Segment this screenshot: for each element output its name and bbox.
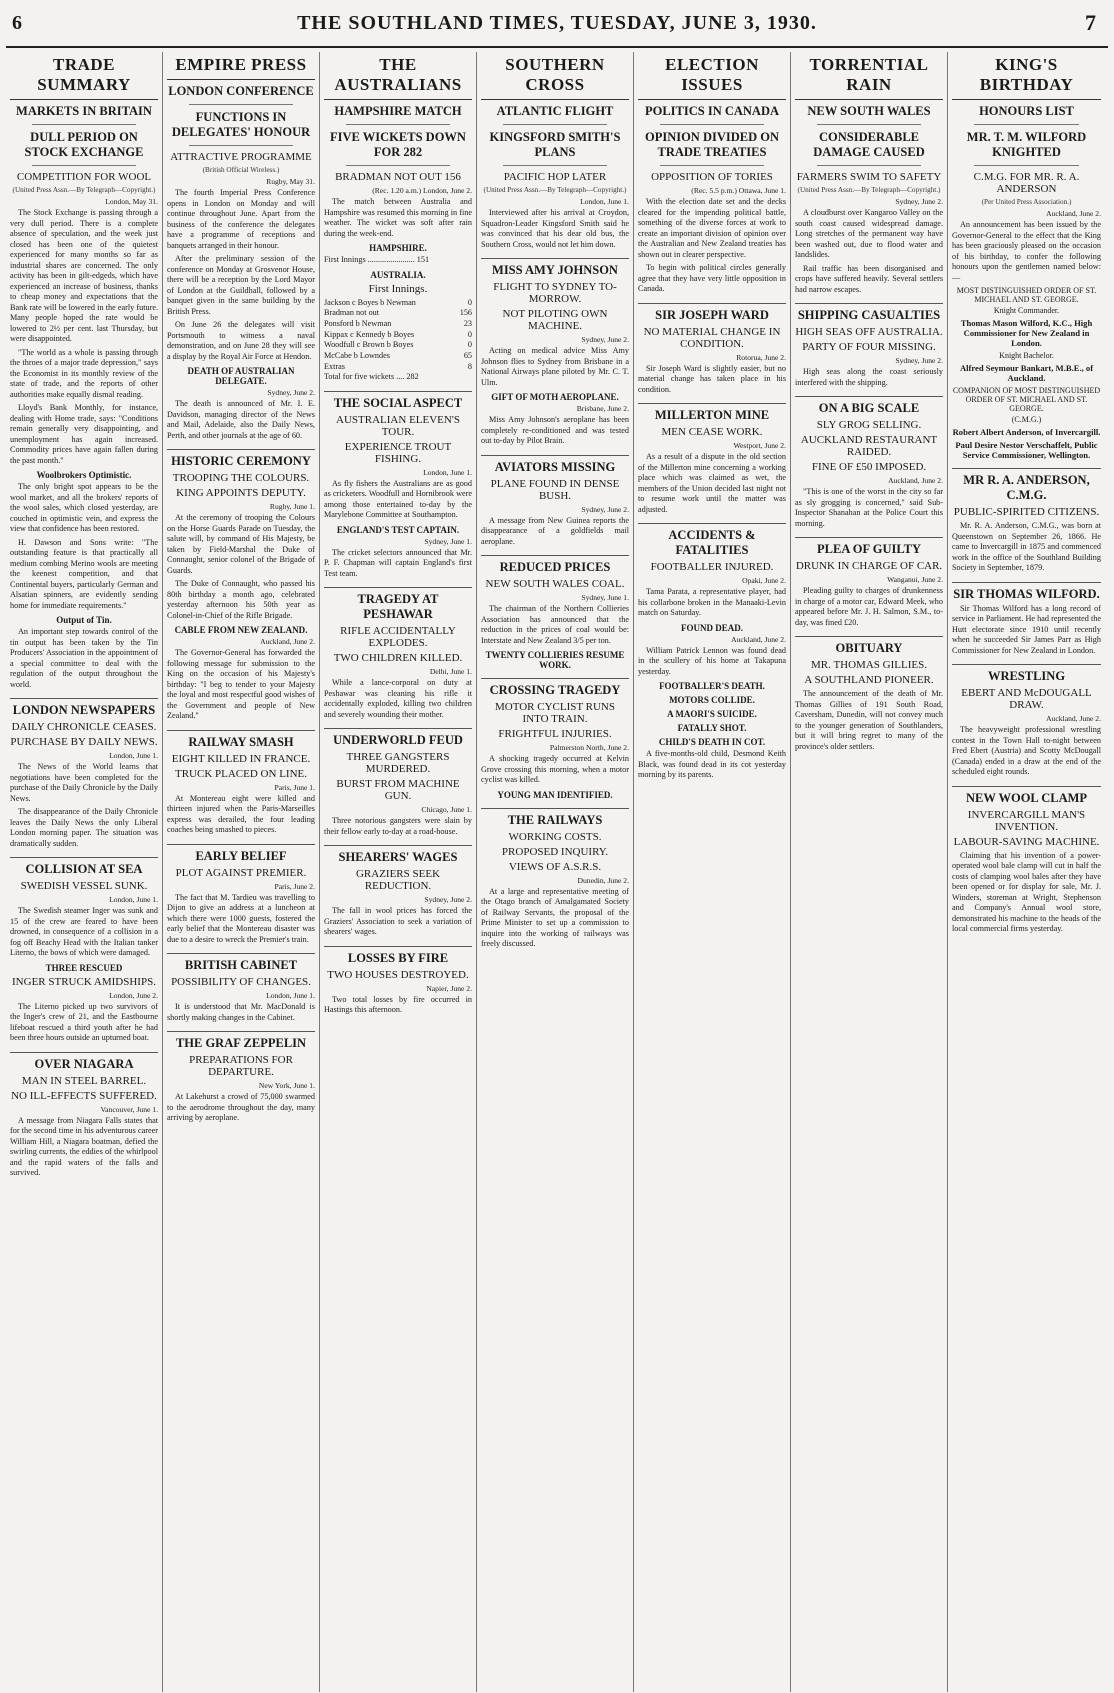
column-election-issues xyxy=(634,52,791,1692)
dateline: Auckland, June 2. xyxy=(1046,714,1101,723)
dateline: London, June 1. xyxy=(580,197,629,206)
subheadline: PROPOSED INQUIRY. xyxy=(501,845,609,858)
divider xyxy=(503,124,607,125)
subheadline: VIEWS OF A.S.R.S. xyxy=(508,860,602,873)
story-heading: SHEARERS' WAGES xyxy=(324,845,472,865)
subheadline: NO MATERIAL CHANGE IN CONDITION. xyxy=(643,325,781,350)
runs: 23 xyxy=(463,318,472,328)
story-heading: ON A BIG SCALE xyxy=(795,396,943,416)
subheadline: FLIGHT TO SYDNEY TO-MORROW. xyxy=(493,281,617,305)
dateline: Dunedin, June 2. xyxy=(577,875,629,885)
paragraph: A shocking tragedy occurred at Kelvin Grove crossing this morning, when a motor cyclist was killed. xyxy=(481,754,629,784)
subheadline: TWO CHILDREN KILLED. xyxy=(333,652,463,665)
honours-grade: Knight Bachelor. xyxy=(999,351,1054,360)
column-empire-press xyxy=(163,52,320,1692)
subheadline: OPPOSITION OF TORIES xyxy=(651,171,773,183)
paragraph: "This is one of the worst in the city so far as sly grogging is concerned," said Sub-Inspector Shanahan at the Police Court this morning. xyxy=(795,487,943,528)
paragraph: To begin with political circles generally agree that they have very little opposition in Canada. xyxy=(638,263,786,293)
scorecard-row xyxy=(324,308,472,319)
crosshead: GIFT OF MOTH AEROPLANE. xyxy=(491,392,619,402)
divider xyxy=(660,165,764,166)
runs: 0 xyxy=(467,340,472,350)
batsman: Bradman not out xyxy=(324,308,380,318)
subheadline: FINE OF £50 IMPOSED. xyxy=(811,461,927,473)
honours-grade: (C.M.G.) xyxy=(1011,415,1042,424)
story-heading: LONDON NEWSPAPERS xyxy=(10,698,158,718)
subheadline: DAILY CHRONICLE CEASES. xyxy=(11,721,157,733)
paragraph: The chairman of the Northern Collieries Association has announced that the reduction in the prices of coal would be: Interstate and New Zealand 3/5 per ton. xyxy=(481,604,629,645)
subheadline: PACIFIC HOP LATER xyxy=(503,171,607,183)
paragraph: While a lance-corporal on duty at Peshawar was cleaning his rifle it accidentally exploded, killing two children and severely wounding their mother. xyxy=(324,678,472,719)
masthead xyxy=(6,6,1108,48)
subheadline: RIFLE ACCIDENTALLY EXPLODES. xyxy=(340,625,456,650)
runs: 65 xyxy=(463,350,472,360)
headline: OPINION DIVIDED ON TRADE TREATIES xyxy=(644,130,780,159)
column-southern-cross xyxy=(477,52,634,1692)
dateline: London, June 1. xyxy=(423,467,472,477)
subheadline: EIGHT KILLED IN FRANCE. xyxy=(171,752,311,765)
dateline: Sydney, June 2. xyxy=(267,388,315,397)
dateline: Auckland, June 2. xyxy=(888,476,943,485)
batsman: McCabe b Lowndes xyxy=(324,350,390,360)
divider xyxy=(32,165,136,166)
honours-order: MOST DISTINGUISHED ORDER OF ST. MICHAEL AND ST. GEORGE. xyxy=(956,286,1097,304)
story-heading: COLLISION AT SEA xyxy=(10,857,158,877)
dateline: Auckland, June 2. xyxy=(260,637,315,646)
story-heading: THE GRAF ZEPPELIN xyxy=(167,1031,315,1051)
dateline: Auckland, June 2. xyxy=(731,634,786,644)
headline: CONSIDERABLE DAMAGE CAUSED xyxy=(813,130,925,159)
paragraph: Sir Thomas Wilford has a long record of service in Parliament. He had represented the Hutt electorate since 1910 until recently when he succeeded Sir James Parr as High Commissioner for New Zealand in London. xyxy=(952,603,1101,655)
crosshead: TWENTY COLLIERIES RESUME WORK. xyxy=(485,650,625,670)
column-torrential-rain xyxy=(791,52,948,1692)
subheadline: C.M.G. FOR MR. R. A. ANDERSON xyxy=(973,171,1080,195)
subheadline: TWO HOUSES DESTROYED. xyxy=(327,968,469,981)
paragraph: It is understood that Mr. MacDonald is shortly making changes in the Cabinet. xyxy=(167,1002,315,1022)
honours-recipient: Robert Albert Anderson, of Invercargill. xyxy=(952,427,1101,437)
story-heading: THE RAILWAYS xyxy=(481,808,629,828)
paragraph: After the preliminary session of the conference on Monday at Grosvenor House, there will be a reception by the Lord Mayor of London at the Guildhall, followed by a banquet given in the same building by the British Press. xyxy=(167,254,315,316)
divider xyxy=(503,165,607,166)
headline: MARKETS IN BRITAIN xyxy=(16,104,152,118)
subheadline: BURST FROM MACHINE GUN. xyxy=(336,778,460,803)
dateline: Napier, June 2. xyxy=(426,983,472,993)
crosshead: ENGLAND'S TEST CAPTAIN. xyxy=(336,524,460,535)
crosshead: THREE RESCUED xyxy=(45,962,123,973)
story-heading: HISTORIC CEREMONY xyxy=(167,449,315,469)
story-heading: SHIPPING CASUALTIES xyxy=(795,303,943,323)
paragraph: Claiming that his invention of a power-operated wool bale clamp will cut in half the costs of clamping wool bales after they have been opened or for display for sale, Mr. J. Winders, storeman at Wright, Stephenson and Company's Annual wool store, demonstrated his machine to the heads of the local commercial firms yesterday. xyxy=(952,850,1101,933)
headline: DULL PERIOD ON STOCK EXCHANGE xyxy=(24,130,144,159)
scorecard-row xyxy=(324,340,472,351)
dateline: Auckland, June 2. xyxy=(1046,209,1101,218)
byline: (British Official Wireless.) xyxy=(202,166,280,174)
subheadline: WORKING COSTS. xyxy=(508,830,602,843)
subheadline: EXPERIENCE TROUT FISHING. xyxy=(344,440,452,465)
paragraph: As a result of a dispute in the old section of the Millerton mine concerning a working place which was claimed as wet, the members of the Union decided last night not to resume work until the matter was adjusted. xyxy=(638,452,786,514)
paragraph: The Stock Exchange is passing through a very dull period. There is a complete absence of speculation, and the week just closed has been one of the quietest experienced for many months so far as industrial shares are concerned. The only activity has been in gilt-edgeds, which have experienced an increase of business, thanks to cheap money and expectations that the Bank rate will be lowered in the early future. Many people hoped the rate would be lowered to 2½ per cent. last Thursday, but were disappointed. xyxy=(10,208,158,343)
paragraph: The Duke of Connaught, who passed his 80th birthday a month ago, celebrated yesterday afternoon his 50th year as Colonel-in-Chief of the Rifle Brigade. xyxy=(167,579,315,620)
story-heading: MISS AMY JOHNSON xyxy=(481,258,629,278)
subheadline: PURCHASE BY DAILY NEWS. xyxy=(10,736,158,748)
column-trade-summary xyxy=(6,52,163,1692)
story-heading: THE SOCIAL ASPECT xyxy=(324,391,472,411)
headline: HONOURS LIST xyxy=(979,104,1074,118)
subheadline: MAN IN STEEL BARREL. xyxy=(21,1074,147,1087)
paragraph: The Literno picked up two survivors of the Inger's crew of 21, and the Eastbourne lifeboat rescued a third youth after he had been three hours outside an upturned boat. xyxy=(10,1001,158,1042)
paragraph: Pleading guilty to charges of drunkenness in charge of a motor car, Edward Meek, who appeared before Mr. J. H. Salmon, S.M., to-day, was fined £20. xyxy=(795,586,943,627)
dateline: (Rec. 1.20 a.m.) London, June 2. xyxy=(372,186,472,195)
subheadline: NOT PILOTING OWN MACHINE. xyxy=(502,308,608,332)
dateline: Opaki, June 2. xyxy=(742,576,786,585)
subheadline: DRUNK IN CHARGE OF CAR. xyxy=(795,560,943,572)
paragraph: The Governor-General has forwarded the following message for submission to the King on the occasion of his Majesty's birthday: "I beg to tender to your Majesty the loyal and most respectful good wishes of the Government and people of New Zealand." xyxy=(167,648,315,720)
paragraph: The fact that M. Tardieu was travelling to Dijon to give an address at a luncheon at which there were 1000 guests, fostered the early belief that the Montereau disaster was due to a desire to wreck the Premier's train. xyxy=(167,892,315,944)
subheadline: SWEDISH VESSEL SUNK. xyxy=(20,880,148,892)
subheadline: MR. THOMAS GILLIES. xyxy=(811,659,927,671)
story-heading: RAILWAY SMASH xyxy=(167,730,315,750)
story-heading: SIR THOMAS WILFORD. xyxy=(952,582,1101,602)
paragraph: A message from New Guinea reports the disappearance of a goldfields mail aeroplane. xyxy=(481,515,629,546)
paragraph: With the election date set and the decks cleared for the impending political battle, something of the diverse forces at work to create an important division of opinion over the Australian and New Zealand treaties has shown out in clearer perspective. xyxy=(638,197,786,259)
divider xyxy=(346,165,450,166)
headline: LONDON CONFERENCE xyxy=(168,84,314,98)
dateline: Wanganui, June 2. xyxy=(887,575,943,584)
paragraph: As fly fishers the Australians are as good as cricketers. Woodfull and Hornibrook were among those entertained to-day by the Marylebone Committee at Southampton. xyxy=(324,478,472,520)
paragraph: Miss Amy Johnson's aeroplane has been completely re-conditioned and was tested out to-day by Pilot Brain. xyxy=(481,415,629,445)
scorecard-team: HAMPSHIRE. xyxy=(369,243,427,253)
subheadline: POSSIBILITY OF CHANGES. xyxy=(171,976,311,988)
crosshead: YOUNG MAN IDENTIFIED. xyxy=(497,789,613,800)
divider xyxy=(189,145,293,146)
crosshead: Output of Tin. xyxy=(56,615,112,625)
paragraph: A cloudburst over Kangaroo Valley on the south coast caused widespread damage. Long stretches of the permanent way have been washed out, due to flood water and landslides. xyxy=(795,208,943,259)
honours-recipient: Paul Desire Nestor Verschaffelt, Public Service Commissioner, Wellington. xyxy=(955,440,1098,460)
batsman: Woodfull c Brown b Boyes xyxy=(324,340,414,350)
subheadline: AUSTRALIAN ELEVEN'S TOUR. xyxy=(336,413,460,438)
dateline: Westport, June 2. xyxy=(733,441,786,450)
paragraph: A five-months-old child, Desmond Keith Black, was found dead in its cot yesterday morning by its parents. xyxy=(638,749,786,779)
subheadline: PREPARATIONS FOR DEPARTURE. xyxy=(189,1054,293,1078)
paragraph: H. Dawson and Sons write: "The outstanding feature is that practically all medium combing Merino wools are meeting the keenest competition, and that Continental buyers, particularly German and Alsatian spinners, are evidently sending home for immediate requirements." xyxy=(10,537,158,610)
subheadline: INVERCARGILL MAN'S INVENTION. xyxy=(967,808,1086,833)
byline: (Per United Press Association.) xyxy=(981,198,1072,206)
subheadline: AUCKLAND RESTAURANT RAIDED. xyxy=(800,434,938,458)
story-heading: REDUCED PRICES xyxy=(481,555,629,575)
subheadline: MOTOR CYCLIST RUNS INTO TRAIN. xyxy=(494,701,615,725)
columns xyxy=(6,52,1108,1692)
section-heading: TRADE SUMMARY xyxy=(10,52,158,100)
paragraph: Acting on medical advice Miss Amy Johnson flies to Sydney from Brisbane in a National Airways plane piloted by Mr. C. T. Ulm. xyxy=(481,346,629,387)
story-heading: OBITUARY xyxy=(795,636,943,656)
headline: HAMPSHIRE MATCH xyxy=(334,104,462,118)
paragraph: At the ceremony of trooping the Colours on the Horse Guards Parade on Tuesday, the salute will, by command of His Majesty, be taken by Field-Marshal the Duke of Connaught, senior colonel of the Brigade of Guards. xyxy=(167,513,315,575)
subheadline: FOOTBALLER INJURED. xyxy=(650,561,774,573)
subheadline: COMPETITION FOR WOOL xyxy=(16,171,152,183)
paragraph: Rail traffic has been disorganised and crops have suffered heavily. Several settlers had narrow escapes. xyxy=(795,263,943,294)
story-heading: OVER NIAGARA xyxy=(10,1052,158,1072)
paragraph: The cricket selectors announced that Mr. P. F. Chapman will captain England's first Test team. xyxy=(324,547,472,578)
subheadline: HIGH SEAS OFF AUSTRALIA. xyxy=(795,326,943,338)
crosshead: FOUND DEAD. xyxy=(681,622,743,633)
dateline: London, June 1. xyxy=(109,895,158,904)
story-heading: CROSSING TRAGEDY xyxy=(481,678,629,698)
story-heading: ACCIDENTS & FATALITIES xyxy=(638,523,786,558)
batsman: Jackson c Boyes b Newman xyxy=(324,297,416,307)
divider xyxy=(32,124,136,125)
headline: FIVE WICKETS DOWN FOR 282 xyxy=(330,130,466,159)
paragraph: An announcement has been issued by the Governor-General to the effect that the King has been graciously pleased on the occasion of his birthday, to confer the following honours upon the gentlemen named below:— xyxy=(952,220,1101,282)
headline: NEW SOUTH WALES xyxy=(807,104,931,118)
subheadline: TRUCK PLACED ON LINE. xyxy=(175,767,307,780)
byline: (United Press Assn.—By Telegraph—Copyright.) xyxy=(483,186,627,194)
scorecard-total: Total for five wickets .... 282 xyxy=(324,372,419,382)
paragraph: The fourth Imperial Press Conference opens in London on Monday and will continue throughout June. Apart from the business of the conference the delegates have a programme of receptions and banquets arranged in their honour. xyxy=(167,188,315,250)
scorecard xyxy=(324,298,472,373)
paragraph: High seas along the coast seriously interfered with the shipping. xyxy=(795,367,943,387)
story-heading: AVIATORS MISSING xyxy=(481,455,629,475)
paragraph: On June 26 the delegates will visit Portsmouth to witness a naval demonstration, and on June 28 they will see a display by the Royal Air Force at Hendon. xyxy=(167,320,315,361)
dateline: Paris, June 1. xyxy=(274,782,315,792)
subheadline: TROOPING THE COLOURS. xyxy=(172,472,310,484)
crosshead: MOTORS COLLIDE. xyxy=(669,695,755,705)
dateline: Rotorua, June 2. xyxy=(736,352,786,362)
dateline: Sydney, June 1. xyxy=(424,536,472,546)
dateline: New York, June 1. xyxy=(258,1081,315,1090)
paragraph: William Patrick Lennon was found dead in the scullery of his home at Takapuna yesterday. xyxy=(638,645,786,676)
subheadline: PUBLIC-SPIRITED CITIZENS. xyxy=(953,506,1100,518)
runs: 0 xyxy=(467,297,472,307)
subheadline: A SOUTHLAND PIONEER. xyxy=(804,674,934,686)
headline: KINGSFORD SMITH'S PLANS xyxy=(489,130,621,159)
story-heading: MILLERTON MINE xyxy=(638,403,786,423)
dateline: Delhi, June 1. xyxy=(429,667,472,677)
scorecard-row xyxy=(324,330,472,341)
dateline: Sydney, June 2. xyxy=(581,335,629,344)
byline: (United Press Assn.—By Telegraph—Copyright.) xyxy=(12,186,156,194)
page-number: 7 xyxy=(1085,10,1096,35)
column-kings-birthday xyxy=(948,52,1105,1692)
scorecard-row xyxy=(324,319,472,330)
divider xyxy=(346,124,450,125)
subheadline: INGER STRUCK AMIDSHIPS. xyxy=(12,975,156,988)
runs: 8 xyxy=(467,361,472,371)
dateline: Vancouver, June 1. xyxy=(100,1104,158,1114)
scorecard-row xyxy=(324,351,472,362)
scorecard-team: AUSTRALIA. xyxy=(370,269,426,280)
headline: ATLANTIC FLIGHT xyxy=(496,104,614,118)
story-heading: MR R. A. ANDERSON, C.M.G. xyxy=(952,468,1101,503)
story-heading: BRITISH CABINET xyxy=(167,953,315,973)
story-heading: EARLY BELIEF xyxy=(167,844,315,864)
section-heading: EMPIRE PRESS xyxy=(167,52,315,80)
paragraph: The News of the World learns that negotiations have been completed for the purchase of the Daily Chronicle by the Daily News. xyxy=(10,762,158,803)
crosshead: FOOTBALLER'S DEATH. xyxy=(659,681,765,691)
paragraph: "The world as a whole is passing through the throes of a major trade depression," says the Economist in its monthly review of the state of trade, and the reports of other authorities make equally dismal reading. xyxy=(10,347,158,399)
scorecard-innings: First Innings. xyxy=(368,282,428,295)
dateline: Sydney, June 2. xyxy=(581,504,629,514)
subheadline: LABOUR-SAVING MACHINE. xyxy=(953,835,1100,848)
paragraph: Sir Joseph Ward is slightly easier, but no material change has taken place in his condition. xyxy=(638,363,786,394)
honours-recipient: Alfred Seymour Bankart, M.B.E., of Auckland. xyxy=(959,363,1094,383)
runs: 156 xyxy=(459,308,472,318)
paragraph: An important step towards control of the tin output has been taken by the Tin Producers' Association in the appointment of a special committee to deal with the regulation of the output throughout the world. xyxy=(10,627,158,689)
subheadline: MEN CEASE WORK. xyxy=(661,426,763,438)
subheadline: NEW SOUTH WALES COAL. xyxy=(485,578,625,590)
story-heading: UNDERWORLD FEUD xyxy=(324,728,472,748)
dateline: Sydney, June 2. xyxy=(895,197,943,206)
headline: POLITICS IN CANADA xyxy=(644,104,780,118)
paragraph: The only bright spot appears to be the wool market, and all the brokers' reports of the wool sales, which closed yesterday, are couched in optimistic vein, and express the view that confidence has been restored. xyxy=(10,482,158,533)
paragraph: The heavyweight professional wrestling contest in the Town Hall to-night between Fred Ebert (Austria) and Scotty McDougall (Canada) ended in a draw at the end of the scheduled eight rounds. xyxy=(952,725,1101,776)
dateline: Chicago, June 1. xyxy=(421,805,472,815)
subheadline: FARMERS SWIM TO SAFETY xyxy=(796,171,942,183)
crosshead: DEATH OF AUSTRALIAN DELEGATE. xyxy=(187,366,295,386)
subheadline: FRIGHTFUL INJURIES. xyxy=(498,728,612,740)
dateline: (Rec. 5.5 p.m.) Ottawa, June 1. xyxy=(691,186,786,195)
paragraph: The announcement of the death of Mr. Thomas Gillies of 191 South Road, Caversham, Dunedin, will not convey much to the younger generation of Southlanders, but it will bring regret to many of the province's older settlers. xyxy=(795,689,943,751)
paragraph: At a large and representative meeting of the Otago branch of Amalgamated Society of Railway Servants, the proposal of the Prime Minister to set up a commission to inquire into the working of railways was freely discussed. xyxy=(481,886,629,948)
batsman: Kippax c Kennedy b Boyes xyxy=(324,329,415,339)
paragraph: Two total losses by fire occurred in Hastings this afternoon. xyxy=(324,994,472,1015)
dateline: London, June 1. xyxy=(109,751,158,760)
subheadline: PLANE FOUND IN DENSE BUSH. xyxy=(490,477,620,502)
paragraph: The fall in wool prices has forced the Graziers' Association to seek a variation of shearers' wages. xyxy=(324,906,472,937)
story-heading: TRAGEDY AT PESHAWAR xyxy=(324,587,472,622)
divider xyxy=(974,165,1079,166)
dateline: London, June 1. xyxy=(266,991,315,1000)
paragraph: At Lakehurst a crowd of 75,000 swarmed to the aerodrome throughout the day, many arriving by aeroplane. xyxy=(167,1092,315,1122)
paragraph: Tama Parata, a representative player, had his collarbone broken in the Manaaki-Levin match on Saturday. xyxy=(638,587,786,617)
divider xyxy=(189,104,293,105)
paragraph: The Swedish steamer Inger was sunk and 15 of the crew are feared to have been drowned, in consequence of a collision in a fog off Beachy Head with the Italian tanker Literno, the bows of which were damaged. xyxy=(10,906,158,957)
subheadline: PARTY OF FOUR MISSING. xyxy=(802,341,936,353)
subheadline: EBERT AND McDOUGALL DRAW. xyxy=(961,687,1092,711)
section-heading: KING'S BIRTHDAY xyxy=(952,52,1101,100)
paragraph: Lloyd's Bank Monthly, for instance, dealing with Home trade, says: "Conditions remain generally very disappointing, and unemployment has again increased. Commodity prices have again fallen during the past month." xyxy=(10,403,158,465)
dateline: Rugby, May 31. xyxy=(266,177,315,186)
batsman: Ponsford b Newman xyxy=(324,318,392,328)
honours-recipient: Thomas Mason Wilford, K.C., High Commissioner for New Zealand in London. xyxy=(960,318,1093,348)
subheadline: GRAZIERS SEEK REDUCTION. xyxy=(355,868,441,893)
byline: (United Press Assn.—By Telegraph—Copyright.) xyxy=(797,186,941,194)
masthead-title: THE SOUTHLAND TIMES, TUESDAY, JUNE 3, 1930. xyxy=(297,12,817,34)
honours-order: COMPANION OF MOST DISTINGUISHED ORDER OF ST. MICHAEL AND ST. GEORGE. xyxy=(952,386,1101,413)
subheadline: PLOT AGAINST PREMIER. xyxy=(175,866,307,879)
paragraph: Interviewed after his arrival at Croydon, Squadron-Leader Kingsford Smith said he was convinced that his dear old bus, the Southern Cross, would not let him down. xyxy=(481,208,629,249)
divider xyxy=(817,165,921,166)
honours-grade: Knight Commander. xyxy=(993,306,1060,315)
story-heading: PLEA OF GUILTY xyxy=(795,537,943,557)
dateline: Sydney, June 2. xyxy=(424,895,472,905)
divider xyxy=(660,124,764,125)
batsman: Extras xyxy=(324,361,345,371)
crosshead: CABLE FROM NEW ZEALAND. xyxy=(174,625,308,635)
scorecard-row xyxy=(324,298,472,309)
story-heading: SIR JOSEPH WARD xyxy=(638,303,786,323)
subheadline: KING APPOINTS DEPUTY. xyxy=(176,487,306,499)
section-heading: THE AUSTRALIANS xyxy=(324,52,472,100)
story-heading: LOSSES BY FIRE xyxy=(324,946,472,966)
story-heading: WRESTLING xyxy=(952,664,1101,684)
subheadline: THREE GANGSTERS MURDERED. xyxy=(346,751,450,776)
paragraph: Three notorious gangsters were slain by their fellow early to-day at a road-house. xyxy=(324,816,472,836)
paragraph: The disappearance of the Daily Chronicle leaves the Daily News the only Liberal London morning paper. The situation was dramatically sudden. xyxy=(10,807,158,848)
divider xyxy=(974,124,1079,125)
section-heading: SOUTHERN CROSS xyxy=(481,52,629,100)
dateline: Rugby, June 1. xyxy=(269,502,315,511)
dateline: London, May 31. xyxy=(105,197,158,206)
section-heading: TORRENTIAL RAIN xyxy=(795,52,943,100)
dateline: London, June 2. xyxy=(109,990,158,1000)
crosshead: A MAORI'S SUICIDE. xyxy=(667,709,757,719)
paragraph: At Montereau eight were killed and thirteen injured when the Paris-Marseilles express was derailed, the four leading coaches being smashed to pieces. xyxy=(167,793,315,834)
paragraph: Mr. R. A. Anderson, C.M.G., was born at Queenstown on September 26, 1866. He came to Invercargill in 1875 and commenced work in the office of the Southland Building Society in September, 1879. xyxy=(952,521,1101,572)
left-page-mark: 6 xyxy=(12,12,22,34)
subheadline: BRADMAN NOT OUT 156 xyxy=(335,171,461,183)
dateline: Brisbane, June 2. xyxy=(576,404,629,413)
headline: FUNCTIONS IN DELEGATES' HONOUR xyxy=(171,110,311,139)
dateline: Palmerston North, June 2. xyxy=(549,743,629,752)
subheadline: ATTRACTIVE PROGRAMME xyxy=(170,151,312,163)
paragraph: The death is announced of Mr. I. E. Davidson, managing director of the News and Mail, Adelaide, also the Daily News, Perth, and other journals at the age of 60. xyxy=(167,399,315,440)
column-the-australians xyxy=(320,52,477,1692)
story-heading: NEW WOOL CLAMP xyxy=(952,786,1101,806)
scorecard-line: First Innings ....................... 151 xyxy=(324,255,430,264)
section-heading: ELECTION ISSUES xyxy=(638,52,786,100)
dateline: Sydney, June 2. xyxy=(895,356,943,365)
crosshead: CHILD'S DEATH IN COT. xyxy=(658,737,766,747)
headline: MR. T. M. WILFORD KNIGHTED xyxy=(966,130,1087,159)
runs: 0 xyxy=(467,329,472,339)
divider xyxy=(817,124,921,125)
crosshead: Woolbrokers Optimistic. xyxy=(36,470,132,480)
scorecard-row xyxy=(324,362,472,373)
paragraph: The match between Australia and Hampshire was resumed this morning in fine weather. The wicket was soft after rain during the week-end. xyxy=(324,197,472,238)
crosshead: FATALLY SHOT. xyxy=(677,723,747,733)
paragraph: A message from Niagara Falls states that for the second time in his adventurous career William Hill, a Niagara boatman, defied the swirling currents, the eddies of the whirlpool and the rapid waters of the falls and survived. xyxy=(10,1115,158,1177)
dateline: Sydney, June 1. xyxy=(581,593,629,602)
subheadline: NO ILL-EFFECTS SUFFERED. xyxy=(11,1089,157,1102)
subheadline: SLY GROG SELLING. xyxy=(816,419,922,431)
dateline: Paris, June 2. xyxy=(274,881,315,891)
